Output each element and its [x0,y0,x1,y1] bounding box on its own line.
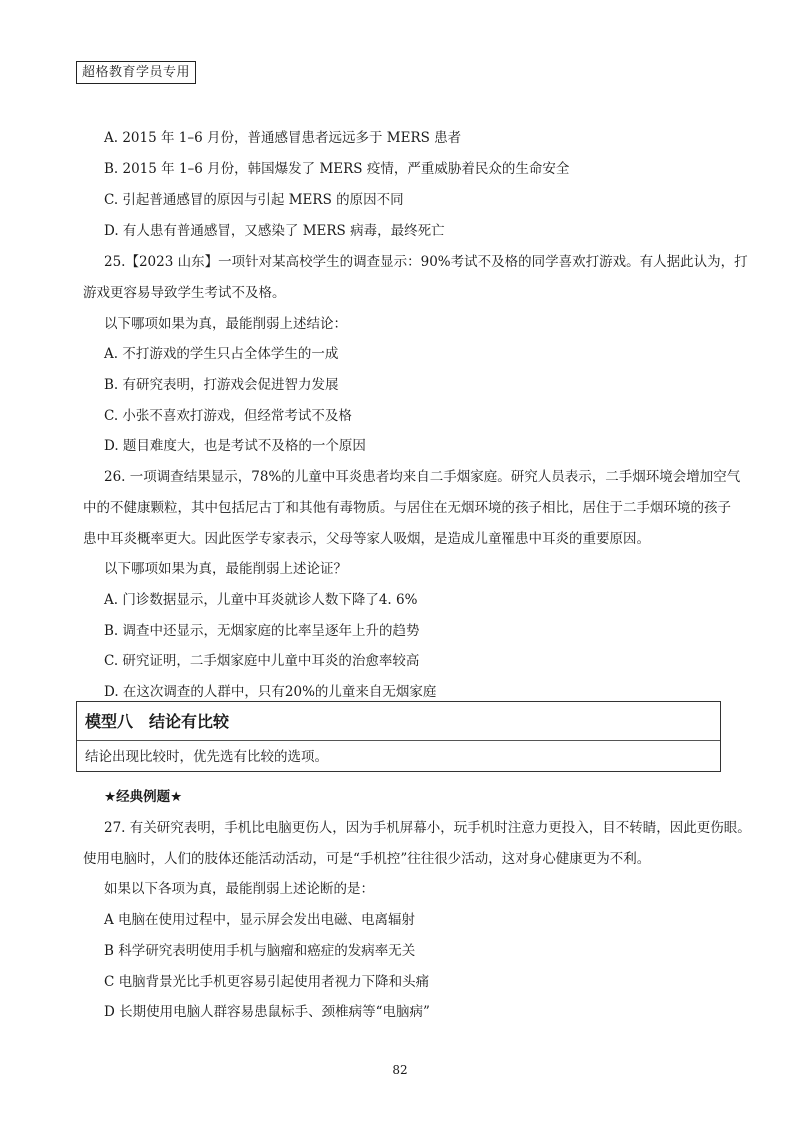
q25-stem-line1: 25.【2023 山东】一项针对某高校学生的调查显示：90%考试不及格的同学喜欢打游戏。有人据此认为，打 [104,254,748,270]
q26-stem-line2: 中的不健康颗粒，其中包括尼古丁和其他有毒物质。与居住在无烟环境的孩子相比，居住于二手烟环境的孩子 [83,500,731,516]
q25-option-d: D. 题目难度大，也是考试不及格的一个原因 [104,438,366,454]
q24-option-d: D. 有人患有普通感冒，又感染了 MERS 病毒，最终死亡 [104,223,445,239]
model-description: 结论出现比较时，优先选有比较的选项。 [85,749,328,765]
q25-option-b: B. 有研究表明，打游戏会促进智力发展 [104,377,339,393]
q26-stem-line3: 患中耳炎概率更大。因此医学专家表示，父母等家人吸烟，是造成儿童罹患中耳炎的重要原因。 [83,531,650,547]
model-divider [77,740,720,741]
q26-stem-line1: 26. 一项调查结果显示，78%的儿童中耳炎患者均来自二手烟家庭。研究人员表示，二手烟环境会增加空气 [104,469,741,485]
q27-option-a: A 电脑在使用过程中，显示屏会发出电磁、电离辐射 [104,912,416,928]
q27-option-b: B 科学研究表明使用手机与脑瘤和癌症的发病率无关 [104,943,416,959]
q26-option-a: A. 门诊数据显示，儿童中耳炎就诊人数下降了4. 6% [104,592,418,608]
q26-option-b: B. 调查中还显示，无烟家庭的比率呈逐年上升的趋势 [104,623,420,639]
q27-stem-line1: 27. 有关研究表明，手机比电脑更伤人，因为手机屏幕小，玩手机时注意力更投入，目不转睛，因此更伤眼。 [104,820,751,836]
q24-option-a: A. 2015 年 1–6 月份，普通感冒患者远远多于 MERS 患者 [104,130,462,146]
examples-heading: ★经典例题★ [104,789,183,805]
q27-prompt: 如果以下各项为真，最能削弱上述论断的是： [104,881,374,897]
q27-option-d: D 长期使用电脑人群容易患鼠标手、颈椎病等“电脑病” [104,1004,430,1020]
page-number: 82 [392,1063,408,1077]
q26-option-d: D. 在这次调查的人群中，只有20%的儿童来自无烟家庭 [104,684,437,700]
model-box [76,701,721,772]
model-title: 模型八 结论有比较 [85,712,230,731]
q27-stem-line2: 使用电脑时，人们的肢体还能活动活动，可是“手机控”往往很少活动，这对身心健康更为不利。 [83,851,651,867]
q25-prompt: 以下哪项如果为真，最能削弱上述结论： [104,316,347,332]
header-tag: 超格教育学员专用 [76,61,196,84]
q24-option-c: C. 引起普通感冒的原因与引起 MERS 的原因不同 [104,192,404,208]
q25-option-a: A. 不打游戏的学生只占全体学生的一成 [104,346,339,362]
q25-stem-line2: 游戏更容易导致学生考试不及格。 [83,285,286,301]
q25-option-c: C. 小张不喜欢打游戏，但经常考试不及格 [104,408,352,424]
q27-option-c: C 电脑背景光比手机更容易引起使用者视力下降和头痛 [104,974,430,990]
q26-option-c: C. 研究证明，二手烟家庭中儿童中耳炎的治愈率较高 [104,653,420,669]
q24-option-b: B. 2015 年 1–6 月份，韩国爆发了 MERS 疫情，严重威胁着民众的生命安全 [104,161,570,177]
q26-prompt: 以下哪项如果为真，最能削弱上述论证？ [104,561,347,577]
